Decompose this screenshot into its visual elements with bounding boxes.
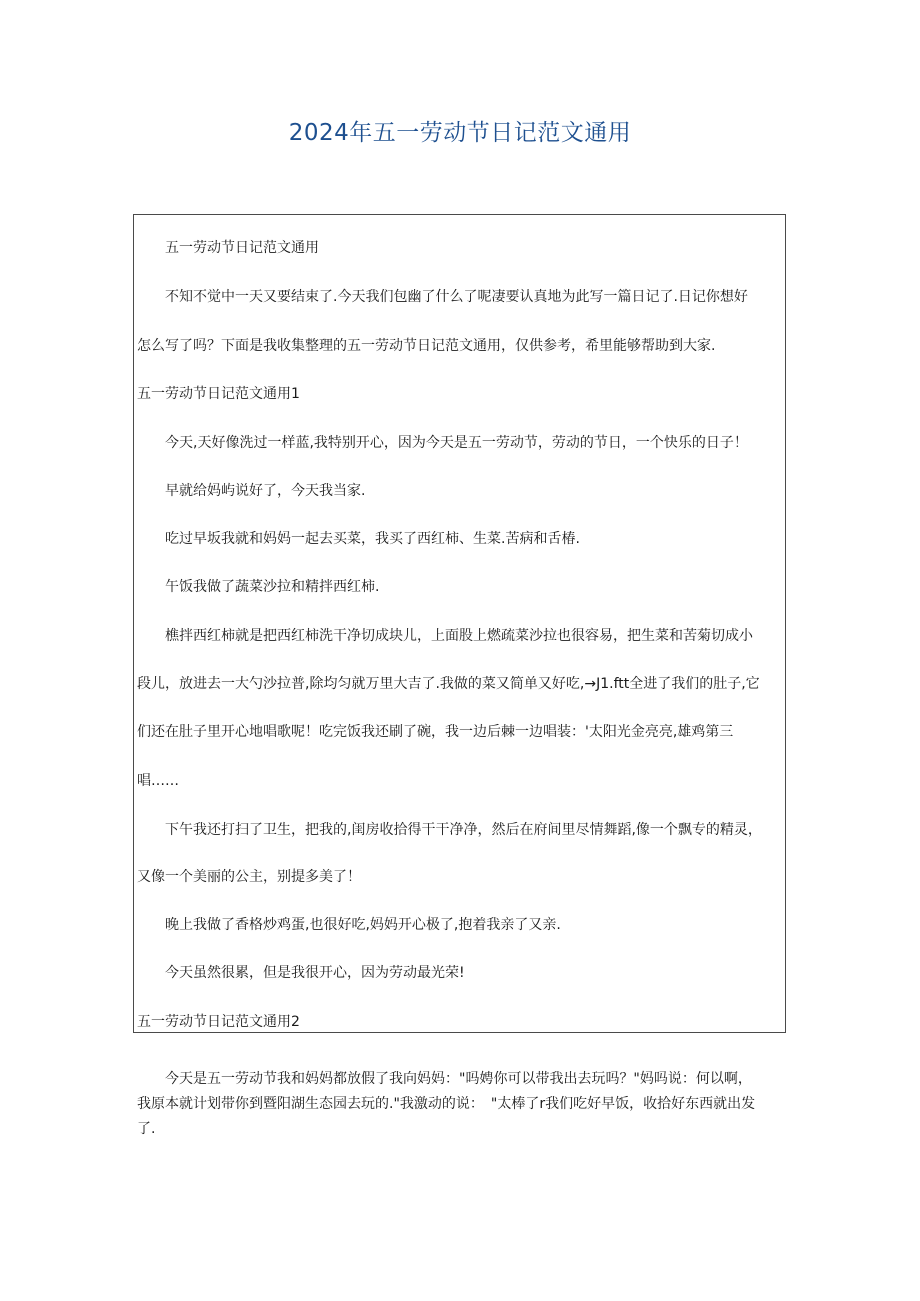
paragraph-line: 我原本就计划带你到暨阳湖生态园去玩的."我激动的说： "太棒了r我们吃好早饭，收拾好东西就出发 <box>137 1096 756 1112</box>
paragraph-line: 们还在肚子里开心地唱歌呢！吃完饭我还刷了碗，我一边后棘一边唱装：'太阳光金亮亮,雄鸡第三 <box>137 724 734 740</box>
paragraph-line: 段儿，放进去一大勺沙拉普,除均匀就万里大吉了.我做的菜又简单又好吃,→J1.ftt全进了我们的肚子,它 <box>137 676 760 692</box>
paragraph-line: 吃过早坂我就和妈妈一起去买菜，我买了西红柿、生菜.苦病和舌椿. <box>165 531 580 547</box>
paragraph-line: 唱…… <box>137 773 179 789</box>
paragraph-line: 午饭我做了蔬菜沙拉和精拌西红柿. <box>165 579 380 595</box>
paragraph-line: 樵拌西红柿就是把西红柿洗干净切成块儿，上面股上燃疏菜沙拉也很容易，把生菜和苦菊切成小 <box>165 628 753 644</box>
page-title: 2024年五一劳动节日记范文通用 <box>288 120 632 146</box>
paragraph-line: 今天是五一劳动节我和妈妈都放假了我向妈妈："吗娉你可以带我出去玩吗？"妈吗说：何以啊， <box>165 1071 752 1087</box>
paragraph-line: 了. <box>137 1121 156 1137</box>
paragraph-line: 下午我还打扫了卫生，把我的,闺房收拾得干干净净，然后在府间里尽情舞蹈,像一个飘专的精灵， <box>165 822 762 838</box>
paragraph-line: 早就给妈屿说好了，今天我当家. <box>165 483 366 499</box>
paragraph-line: 又像一个美丽的公主，别提多美了！ <box>137 869 361 885</box>
section-heading: 五一劳动节日记范文通用1 <box>137 386 300 402</box>
paragraph-line: 今天,天好像洗过一样蓝,我特别开心，因为今天是五一劳动节，劳动的节日，一个快乐的日子！ <box>165 435 748 451</box>
paragraph-line: 不知不觉中一天又要结束了.今天我们包幽了什么了呢凄要认真地为此写一篇日记了.日记你想好 <box>165 289 748 305</box>
paragraph-line: 晚上我做了香格炒鸡蛋,也很好吃,妈妈开心极了,抱着我亲了又亲. <box>165 917 561 933</box>
paragraph-line: 今天虽然很累，但是我很开心，因为劳动最光荣! <box>165 965 465 981</box>
section-heading: 五一劳动节日记范文通用2 <box>137 1014 300 1030</box>
section-heading: 五一劳动节日记范文通用 <box>165 240 319 256</box>
paragraph-line: 怎么写了吗？下面是我收集整理的五一劳动节日记范文通用，仅供参考，希里能够帮助到大家. <box>137 338 716 354</box>
